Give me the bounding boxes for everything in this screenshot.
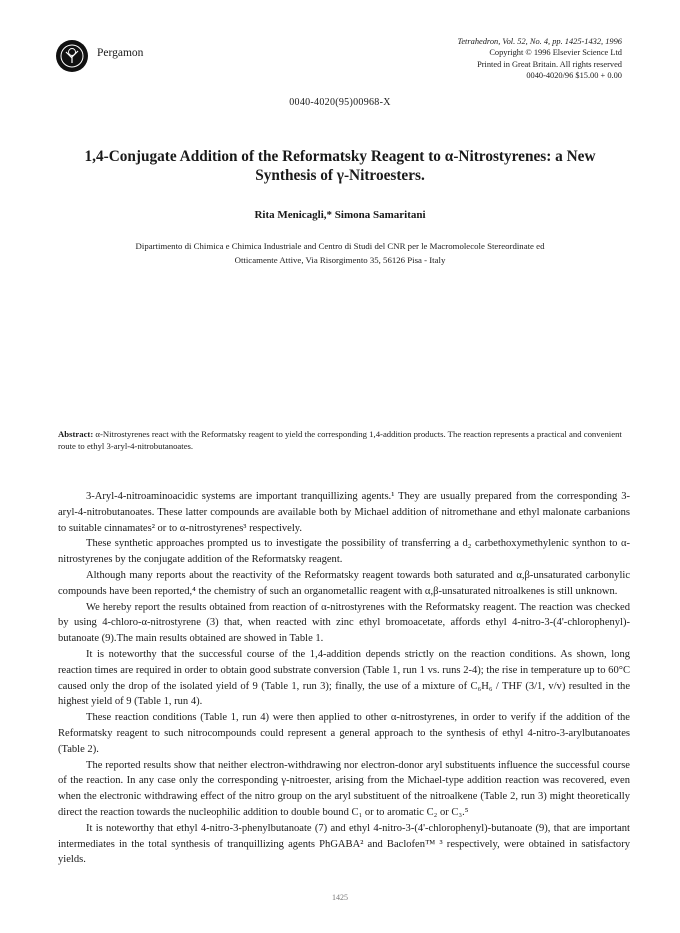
abstract-text: α-Nitrostyrenes react with the Reformatsky reagent to yield the corresponding 1,4-addition products. The reaction represents a practical and convenient route to ethyl 3-aryl-4-nitrobutanoates. — [58, 429, 622, 451]
publisher-logo — [56, 40, 88, 72]
doc-code: 0040-4020(95)00968-X — [289, 97, 391, 108]
abstract-label: Abstract: — [58, 429, 94, 439]
printed-line: Printed in Great Britain. All rights reserved — [477, 59, 622, 69]
issn-line: 0040-4020/96 $15.00 + 0.00 — [526, 70, 622, 80]
body-paragraph: We hereby report the results obtained from reaction of α-nitrostyrenes with the Reformatsky reagent. The reaction was checked by using 4-chloro-α-nitrostyrene (3) that, when reacted with zinc ethyl bromoacetate, affords ethyl 4-nitro-3-(4'-chlorophenyl)-butanoate (9).The main results obtained are showed in Table 1. — [58, 601, 630, 645]
authors: Rita Menicagli,* Simona Samaritani — [254, 209, 426, 221]
body-paragraph: 3-Aryl-4-nitroaminoacidic systems are important tranquillizing agents.¹ They are usually prepared from the corresponding 3-aryl-4-nitrobutanoates. These latter compounds are available both by Michael addition of nitromethane and ethyl malonate carbanions to suitable cinnamates² or to α-nitrostyrenes³ respectively. — [58, 491, 630, 534]
affiliation-line: Otticamente Attive, Via Risorgimento 35, 56126 Pisa - Italy — [234, 254, 446, 265]
body-paragraph: The reported results show that neither electron-withdrawing nor electron-donor aryl substituents influence the successful course of the reaction. In any case only the corresponding γ-nitroester, arising from the Michael-type addition reaction was recovered, even when the electronic withdrawing effect of the nitro group on the aryl substituent of the nitroalkene (Table 2, run 3) might theoretically direct the reaction towards the nucleophilic addition to double bound C₁ or to aromatic C₂ or C₃.⁵ — [58, 759, 630, 818]
body-paragraph: These reaction conditions (Table 1, run 4) were then applied to other α-nitrostyrenes, in order to verify if the addition of the Reformatsky reagent to such nitrocompounds could represent a general approach to the synthesis of ethyl 4-nitro-3-arylbutanoates (Table 2). — [58, 712, 630, 755]
title-line: 1,4-Conjugate Addition of the Reformatsky Reagent to α-Nitrostyrenes: a New — [84, 148, 596, 165]
body-paragraph: Although many reports about the reactivity of the Reformatsky reagent towards both saturated and α,β-unsaturated carbonylic compounds have been reported,⁴ the chemistry of such an organometallic reagent with α,β-unsaturated nitroalkenes is still unknown. — [58, 569, 630, 597]
article-body — [58, 489, 630, 868]
journal-line: Tetrahedron, Vol. 52, No. 4, pp. 1425-1432, 1996 — [457, 37, 622, 46]
page-number: 1425 — [332, 893, 348, 902]
affiliation — [70, 240, 610, 267]
copyright-line: Copyright © 1996 Elsevier Science Ltd — [489, 48, 622, 58]
publisher-name: Pergamon — [97, 47, 144, 59]
body-paragraph: It is noteworthy that the successful course of the 1,4-addition depends strictly on the reaction conditions. As shown, long reaction times are required in order to obtain good substrate conversion (Table 1, run 1 vs. runs 2-4); the rise in temperature up to 60°C caused only the drop of the isolated yield of 9 (Table 1, run 3); finally, the use of a mixture of C₆H₆ / THF (3/1, v/v) resulted in the highest yield of 9 (Table 1, run 4). — [58, 648, 630, 708]
journal-citation — [457, 36, 622, 81]
article-title — [40, 147, 640, 185]
tree-emblem-icon — [59, 43, 85, 69]
body-paragraph: It is noteworthy that ethyl 4-nitro-3-phenylbutanoate (7) and ethyl 4-nitro-3-(4'-chlorophenyl)-butanoate (9), that are important intermediates in the total synthesis of tranquillizing agents PhGABA² and Baclofen™ ³ respectively, were obtained in satisfactory yields. — [58, 822, 630, 866]
body-paragraph: These synthetic approaches prompted us to investigate the possibility of transferring a d₂ carbethoxymethylenic synthon to α-nitrostyrenes by the conjugate addition of the Reformatsky reagent. — [58, 538, 630, 566]
abstract — [58, 429, 628, 452]
title-line: Synthesis of γ-Nitroesters. — [255, 167, 425, 184]
affiliation-line: Dipartimento di Chimica e Chimica Industriale and Centro di Studi del CNR per le Macromolecole Stereordinate ed — [135, 241, 545, 251]
